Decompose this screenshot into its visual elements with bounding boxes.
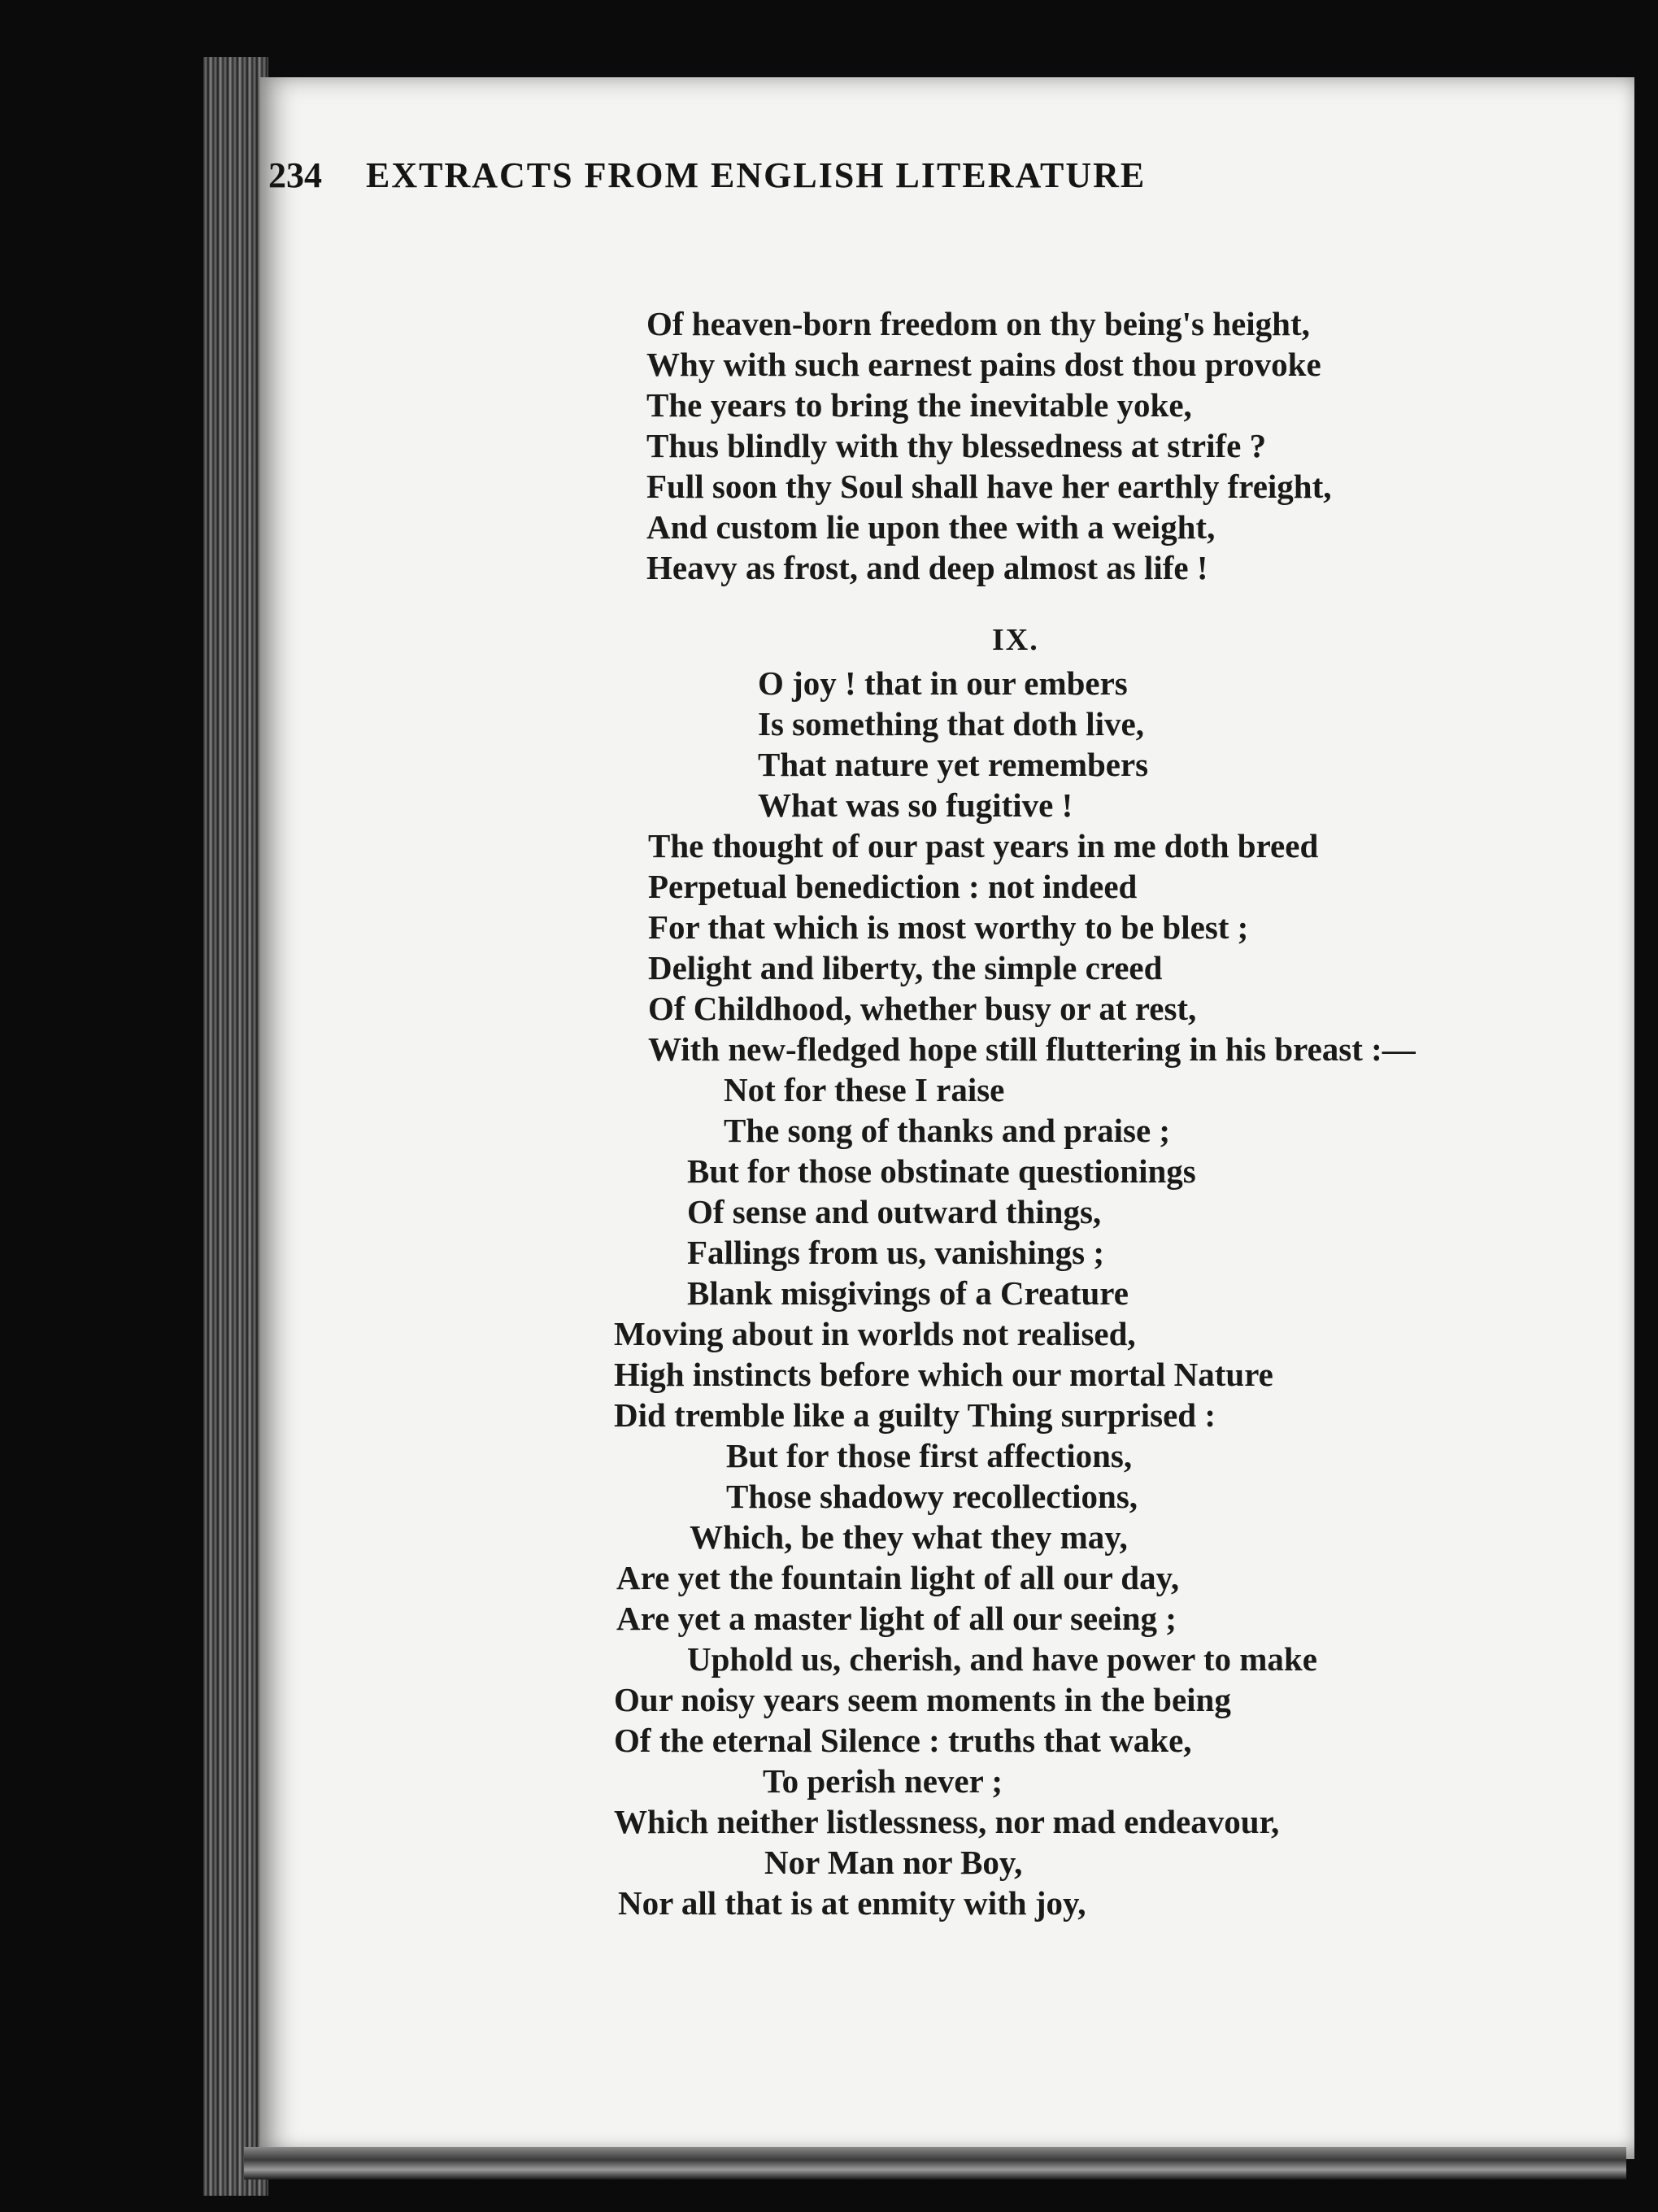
poem-line: But for those first affections, [726, 1437, 1133, 1474]
poem-line: And custom lie upon thee with a weight, [646, 508, 1216, 546]
poem-line: The years to bring the inevitable yoke, [646, 386, 1192, 424]
poem-line: For that which is most worthy to be blest ; [648, 908, 1249, 946]
poem-line: Is something that doth live, [758, 705, 1144, 742]
poem-line: Are yet a master light of all our seeing ; [616, 1600, 1177, 1637]
poem-line: Are yet the fountain light of all our day, [616, 1559, 1180, 1596]
poem-line: With new-fledged hope still fluttering in his breast :— [648, 1030, 1416, 1068]
poem-line: Uphold us, cherish, and have power to make [687, 1640, 1317, 1678]
poem-line: O joy ! that in our embers [758, 664, 1128, 702]
stanza-number: IX. [992, 623, 1039, 657]
poem-line: Blank misgivings of a Creature [687, 1274, 1129, 1312]
poem-line: But for those obstinate questionings [687, 1152, 1196, 1190]
poem-line: Nor Man nor Boy, [764, 1844, 1023, 1881]
page-number: 234 [268, 155, 322, 195]
poem-line: Of Childhood, whether busy or at rest, [648, 990, 1197, 1027]
poem-line: Moving about in worlds not realised, [614, 1315, 1136, 1352]
poem-line: Our noisy years seem moments in the being [614, 1681, 1231, 1718]
poem-line: Heavy as frost, and deep almost as life ! [646, 549, 1208, 586]
poem-line: High instincts before which our mortal Nature [614, 1356, 1273, 1393]
page-bottom-edge [244, 2147, 1626, 2179]
poem-line: Did tremble like a guilty Thing surprised : [614, 1396, 1216, 1434]
poem-line: Thus blindly with thy blessedness at strife ? [646, 427, 1267, 464]
poem-line: To perish never ; [763, 1762, 1003, 1800]
poem-line: The song of thanks and praise ; [724, 1112, 1171, 1149]
poem-line: Not for these I raise [724, 1071, 1005, 1108]
poem-line: Those shadowy recollections, [726, 1478, 1138, 1515]
poem-line: Why with such earnest pains dost thou provoke [646, 346, 1321, 383]
poem-line: Of the eternal Silence : truths that wake, [614, 1722, 1192, 1759]
poem-line: Of sense and outward things, [687, 1193, 1102, 1230]
poem-line: Perpetual benediction : not indeed [648, 868, 1138, 905]
poem-line: Which, be they what they may, [690, 1518, 1128, 1556]
page-edge-stack [203, 57, 268, 2196]
poem-line: Of heaven-born freedom on thy being's height, [646, 305, 1310, 342]
poem-line: That nature yet remembers [758, 746, 1149, 783]
poem-line: Which neither listlessness, nor mad endeavour, [614, 1803, 1280, 1840]
poem-line: What was so fugitive ! [758, 786, 1073, 824]
poem-line: The thought of our past years in me doth breed [648, 827, 1319, 864]
poem-line: Nor all that is at enmity with joy, [618, 1884, 1086, 1922]
running-head-title: EXTRACTS FROM ENGLISH LITERATURE [366, 155, 1147, 195]
poem-line: Fallings from us, vanishings ; [687, 1234, 1105, 1271]
poem-line: Full soon thy Soul shall have her earthly freight, [646, 468, 1332, 505]
poem-line: Delight and liberty, the simple creed [648, 949, 1163, 986]
